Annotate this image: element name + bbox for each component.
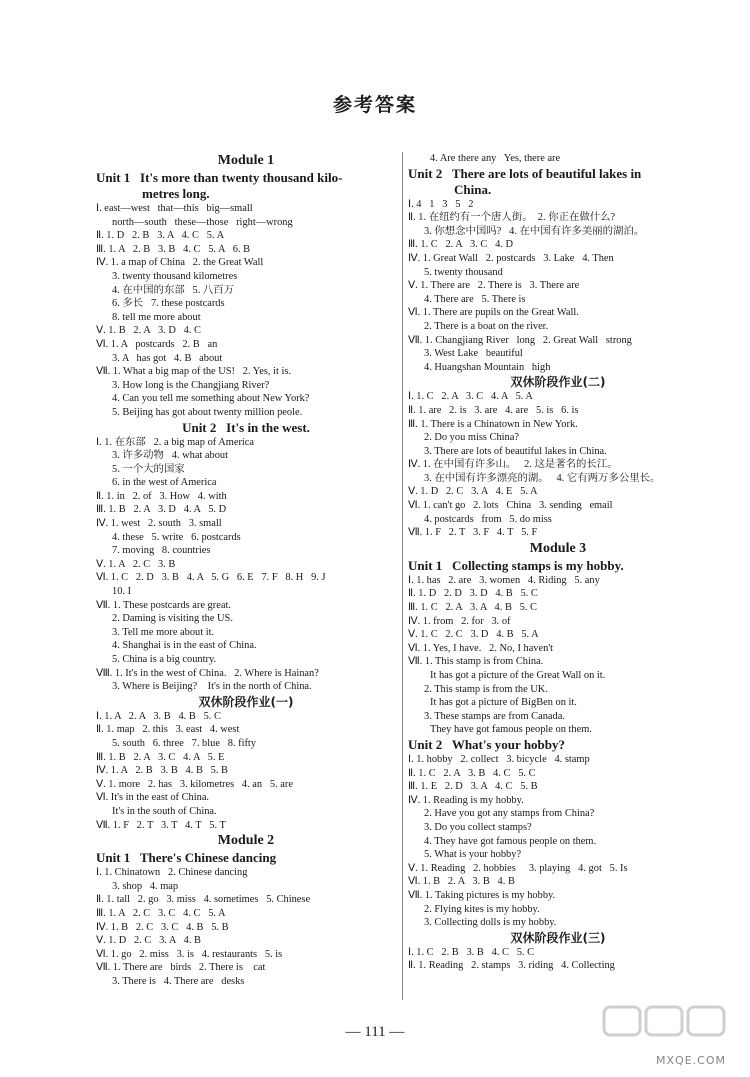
answer-line: 3. There is 4. There are desks: [112, 975, 245, 987]
answer-line: Ⅵ. 1. C 2. D 3. B 4. A 5. G 6. E 7. F 8. H 9. J: [96, 572, 326, 584]
answer-line: 5. China is a big country.: [112, 654, 217, 665]
answer-line: Ⅶ. 1. F 2. T 3. T 4. T 5. T: [96, 819, 226, 831]
watermark-text: MXQE.COM: [656, 1054, 726, 1067]
answer-line: Ⅲ. 1. C 2. A 3. C 4. D: [408, 239, 514, 251]
answer-line: Ⅳ. 1. Great Wall 2. postcards 3. Lake 4. Then: [408, 252, 614, 264]
answer-line: 4. There are 5. There is: [424, 293, 526, 305]
answer-line: Ⅵ. 1. go 2. miss 3. is 4. restaurants 5. is: [96, 948, 283, 960]
answer-line: It has got a picture of BigBen on it.: [430, 697, 577, 709]
unit-heading: China.: [454, 181, 492, 197]
answer-line: 3. 许多动物 4. what about: [112, 450, 229, 462]
answer-line: 8. tell me more about: [112, 311, 201, 323]
unit-heading: Unit 1 Collecting stamps is my hobby.: [408, 557, 624, 573]
answer-line: Ⅴ. 1. A 2. C 3. B: [96, 558, 176, 570]
answer-line: Ⅴ. 1. There are 2. There is 3. There are: [408, 280, 580, 292]
answer-line: Ⅲ. 1. E 2. D 3. A 4. C 5. B: [408, 781, 538, 793]
answer-line: Ⅱ. 1. map 2. this 3. east 4. west: [96, 724, 240, 736]
answer-line: 3. shop 4. map: [112, 880, 179, 892]
answer-line: Ⅴ. 1. B 2. A 3. D 4. C: [96, 325, 201, 337]
answer-line: 4. Can you tell me something about New York?: [112, 393, 310, 405]
answer-line: 4. They have got famous people on them.: [424, 835, 597, 847]
answer-line: 7. moving 8. countries: [112, 545, 211, 557]
answer-line: Ⅰ. 1. C 2. A 3. C 4. A 5. A: [408, 391, 533, 403]
answer-line: Ⅰ. 1. hobby 2. collect 3. bicycle 4. stamp: [408, 753, 590, 765]
answer-line: They have got famous people on them.: [430, 724, 592, 736]
answer-line: It has got a picture of the Great Wall on it.: [430, 670, 606, 681]
answer-line: 3. Collecting dolls is my hobby.: [424, 917, 557, 929]
answer-line: Ⅳ. 1. a map of China 2. the Great Wall: [96, 257, 264, 269]
answer-line: Ⅰ. 1. has 2. are 3. women 4. Riding 5. any: [408, 574, 600, 586]
answer-line: Ⅱ. 1. C 2. A 3. B 4. C 5. C: [408, 767, 536, 779]
answer-line: 5. 一个大的国家: [112, 463, 185, 475]
answer-line: Ⅱ. 1. tall 2. go 3. miss 4. sometimes 5. Chinese: [96, 894, 311, 906]
answer-line: Ⅲ. 1. B 2. A 3. D 4. A 5. D: [96, 504, 227, 516]
answer-line: Ⅶ. 1. Taking pictures is my hobby.: [408, 889, 556, 901]
answer-line: Ⅴ. 1. more 2. has 3. kilometres 4. an 5. are: [96, 778, 293, 790]
unit-heading: Unit 1 There's Chinese dancing: [96, 850, 277, 866]
section-heading: 双休阶段作业(三): [510, 930, 606, 945]
answer-line: Ⅰ. 1. Chinatown 2. Chinese dancing: [96, 867, 248, 879]
answer-line: 5. What is your hobby?: [424, 849, 522, 861]
answer-line: Ⅵ. It's in the east of China.: [96, 792, 210, 804]
section-heading: 双休阶段作业(二): [510, 375, 606, 390]
answer-line: 3. Tell me more about it.: [112, 626, 215, 638]
answer-line: Ⅴ. 1. Reading 2. hobbies 3. playing 4. got 5. Is: [408, 862, 628, 874]
answer-line: 3. Do you collect stamps?: [424, 821, 532, 833]
answer-line: Ⅳ. 1. 在中国有许多山。 2. 这是著名的长江。: [408, 459, 618, 471]
answer-line: Ⅳ. 1. west 2. south 3. small: [96, 518, 222, 530]
answer-line: 3. Where is Beijing? It's in the north of China.: [112, 681, 312, 693]
answer-line: 3. How long is the Changjiang River?: [112, 379, 270, 391]
answer-line: 3. A has got 4. B about: [112, 352, 223, 364]
column-divider: [402, 152, 403, 1000]
answer-line: 3. 在中国有许多漂亮的湖。 4. 它有两万多公里长。: [424, 472, 661, 484]
answer-line: 4. Huangshan Mountain high: [424, 361, 551, 373]
unit-heading: Unit 1 It's more than twenty thousand kilo-: [96, 170, 343, 185]
unit-heading: Unit 2 There are lots of beautiful lakes in: [408, 165, 642, 181]
answer-line: Ⅳ. 1. Reading is my hobby.: [408, 794, 524, 806]
answer-line: 10. I: [112, 586, 132, 598]
answer-line: 2. This stamp is from the UK.: [424, 683, 548, 695]
answer-line: Ⅱ. 1. are 2. is 3. are 4. are 5. is 6. is: [408, 404, 579, 416]
answer-line: Ⅵ. 1. B 2. A 3. B 4. B: [408, 876, 515, 888]
answer-line: Ⅰ. 1. A 2. A 3. B 4. B 5. C: [96, 710, 221, 722]
answer-line: 3. West Lake beautiful: [424, 348, 523, 360]
answer-line: 3. twenty thousand kilometres: [112, 270, 238, 282]
answer-line: 4. these 5. write 6. postcards: [112, 531, 241, 543]
answer-line: 2. Have you got any stamps from China?: [424, 808, 595, 820]
answer-line: Ⅳ. 1. A 2. B 3. B 4. B 5. B: [96, 765, 228, 777]
answer-line: Ⅶ. 1. What a big map of the US! 2. Yes, it is.: [96, 366, 292, 378]
unit-heading: Unit 2 What's your hobby?: [408, 736, 566, 752]
answer-line: Ⅲ. 1. A 2. B 3. B 4. C 5. A 6. B: [96, 243, 251, 255]
right-answer-column: [408, 152, 708, 973]
answer-line: Ⅵ. 1. Yes, I have. 2. No, I haven't: [408, 642, 554, 654]
answer-line: Ⅷ. 1. It's in the west of China. 2. Where is Hainan?: [96, 667, 319, 679]
answer-line: north—south these—those right—wrong: [112, 216, 293, 228]
answer-line: 4. 在中国的东部 5. 八百万: [112, 284, 235, 296]
answer-line: 4. Shanghai is in the east of China.: [112, 640, 257, 652]
left-answer-column: [96, 152, 396, 988]
answer-line: 3. These stamps are from Canada.: [424, 710, 565, 722]
unit-heading: metres long.: [142, 186, 210, 201]
answer-line: Ⅱ. 1. in 2. of 3. How 4. with: [96, 490, 227, 502]
answer-line: Ⅳ. 1. from 2. for 3. of: [408, 615, 511, 627]
answer-line: 6. in the west of America: [112, 477, 217, 489]
answer-line: 5. south 6. three 7. blue 8. fifty: [112, 737, 257, 749]
answer-line: Ⅶ. 1. There are birds 2. There is cat: [96, 962, 266, 974]
answer-line: Ⅵ. 1. can't go 2. lots China 3. sending email: [408, 500, 613, 512]
answer-line: Ⅵ. 1. A postcards 2. B an: [96, 338, 218, 350]
answer-line: 6. 多长 7. these postcards: [112, 298, 225, 310]
answer-line: 2. Daming is visiting the US.: [112, 613, 233, 625]
answer-line: Ⅳ. 1. B 2. C 3. C 4. B 5. B: [96, 921, 229, 933]
module-heading: Module 2: [217, 833, 275, 849]
answer-line: Ⅶ. 1. This stamp is from China.: [408, 656, 544, 668]
answer-line: 3. There are lots of beautiful lakes in China.: [424, 445, 607, 457]
answer-line: 4. Are there any Yes, there are: [430, 153, 561, 164]
answer-line: Ⅱ. 1. D 2. D 3. D 4. B 5. C: [408, 588, 538, 600]
answer-line: Ⅶ. 1. F 2. T 3. F 4. T 5. F: [408, 527, 538, 539]
answer-line: Ⅰ. 4 1 3 5 2: [408, 198, 474, 210]
section-heading: 双休阶段作业(一): [198, 694, 294, 709]
answer-line: Ⅴ. 1. D 2. C 3. A 4. B: [96, 935, 201, 947]
answer-line: Ⅴ. 1. C 2. C 3. D 4. B 5. A: [408, 629, 539, 641]
page-title: 参考答案: [332, 94, 417, 116]
watermark-logo-icon: [600, 1001, 730, 1059]
answer-line: Ⅲ. 1. A 2. C 3. C 4. C 5. A: [96, 907, 226, 919]
answer-line: Ⅱ. 1. Reading 2. stamps 3. riding 4. Collecting: [408, 960, 615, 972]
answer-line: Ⅴ. 1. D 2. C 3. A 4. E 5. A: [408, 486, 538, 498]
answer-line: 5. Beijing has got about twenty million peole.: [112, 406, 303, 418]
answer-line: Ⅰ. 1. C 2. B 3. B 4. C 5. C: [408, 946, 535, 958]
module-heading: Module 1: [217, 153, 275, 168]
answer-line: Ⅲ. 1. There is a Chinatown in New York.: [408, 418, 578, 430]
answer-line: Ⅶ. 1. These postcards are great.: [96, 599, 231, 611]
answer-line: Ⅵ. 1. There are pupils on the Great Wall.: [408, 307, 579, 319]
answer-line: 2. Flying kites is my hobby.: [424, 903, 540, 915]
module-heading: Module 3: [529, 540, 587, 556]
unit-heading: Unit 2 It's in the west.: [182, 419, 310, 435]
answer-line: Ⅱ. 1. D 2. B 3. A 4. C 5. A: [96, 230, 225, 242]
page-number: — 111 —: [345, 1024, 405, 1040]
answer-line: 3. 你想念中国吗? 4. 在中国有许多美丽的湖泊。: [424, 225, 645, 237]
answer-line: Ⅶ. 1. Changjiang River long 2. Great Wall strong: [408, 334, 632, 346]
answer-line: 2. There is a boat on the river.: [424, 320, 549, 332]
answer-line: 2. Do you miss China?: [424, 432, 519, 444]
answer-line: 5. twenty thousand: [424, 266, 503, 278]
answer-line: Ⅰ. 1. 在东部 2. a big map of America: [96, 436, 255, 448]
answer-line: Ⅱ. 1. 在纽约有一个唐人街。 2. 你正在做什么?: [408, 212, 616, 224]
answer-line: Ⅲ. 1. B 2. A 3. C 4. A 5. E: [96, 751, 225, 763]
answer-line: 4. postcards from 5. do miss: [424, 513, 552, 525]
answer-line: Ⅲ. 1. C 2. A 3. A 4. B 5. C: [408, 602, 537, 614]
answer-line: It's in the south of China.: [112, 805, 217, 817]
answer-line: Ⅰ. east—west that—this big—small: [96, 203, 253, 214]
